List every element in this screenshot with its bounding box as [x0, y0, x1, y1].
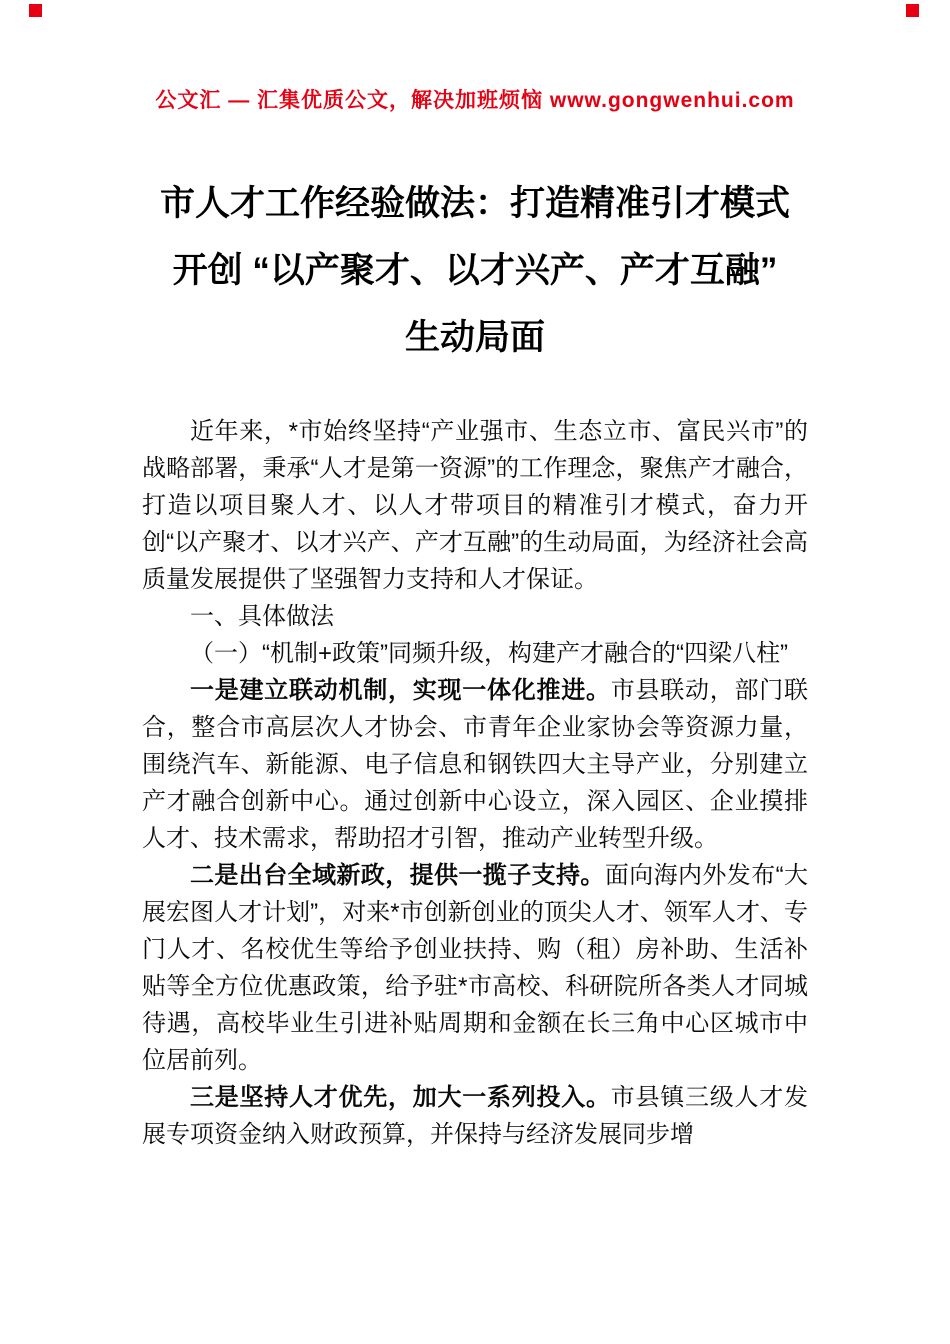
red-corner-mark-right — [906, 4, 919, 17]
paragraph-text: 近年来，*市始终坚持“产业强市、生态立市、富民兴市”的战略部署，秉承“人才是第一资源”的工作理念，聚焦产才融合，打造以项目聚人才、以人才带项目的精准引才模式，奋力开创“以产聚才、以才兴产、产才互融”的生动局面，为经济社会高质量发展提供了坚强智力支持和人才保证。 — [142, 418, 808, 593]
paragraph-intro — [142, 413, 808, 598]
red-corner-mark-left — [29, 4, 42, 17]
paragraph-text: （一）“机制+政策”同频升级，构建产才融合的“四梁八柱” — [190, 640, 788, 667]
document-body — [142, 413, 808, 1153]
paragraph-lead: 三是坚持人才优先，加大一系列投入。 — [190, 1084, 611, 1111]
title-line-3: 生动局面 — [404, 318, 545, 357]
title-line-1: 市人才工作经验做法：打造精准引才模式 — [159, 184, 790, 223]
paragraph-lead: 二是出台全域新政，提供一揽子支持。 — [190, 862, 605, 889]
site-banner-text: 公文汇 — 汇集优质公文，解决加班烦恼 www.gongwenhui.com — [155, 89, 795, 112]
paragraph-item-2 — [142, 857, 808, 1079]
paragraph-text: 市县镇三级人才发展专项资金纳入财政预算，并保持与经济发展同步增 — [142, 1084, 808, 1148]
paragraph-text: 市县联动，部门联合，整合市高层次人才协会、市青年企业家协会等资源力量，围绕汽车、新能源、电子信息和钢铁四大主导产业，分别建立产才融合创新中心。通过创新中心设立，深入园区、企业摸排人才、技术需求，帮助招才引智，推动产业转型升级。 — [142, 677, 808, 852]
title-line-2: 开创 “以产聚才、以才兴产、产才互融” — [172, 251, 778, 290]
section-heading — [142, 598, 808, 635]
subsection-heading — [142, 635, 808, 672]
paragraph-lead: 一是建立联动机制，实现一体化推进。 — [190, 677, 611, 704]
paragraph-item-3 — [142, 1079, 808, 1153]
document-title — [95, 170, 855, 371]
paragraph-item-1 — [142, 672, 808, 857]
site-banner — [0, 0, 950, 114]
paragraph-text: 面向海内外发布“大展宏图人才计划”，对来*市创新创业的顶尖人才、领军人才、专门人才、名校优生等给予创业扶持、购（租）房补助、生活补贴等全方位优惠政策，给予驻*市高校、科研院所各类人才同城待遇，高校毕业生引进补贴周期和金额在长三角中心区城市中位居前列。 — [142, 862, 809, 1074]
paragraph-text: 一、具体做法 — [190, 603, 334, 630]
